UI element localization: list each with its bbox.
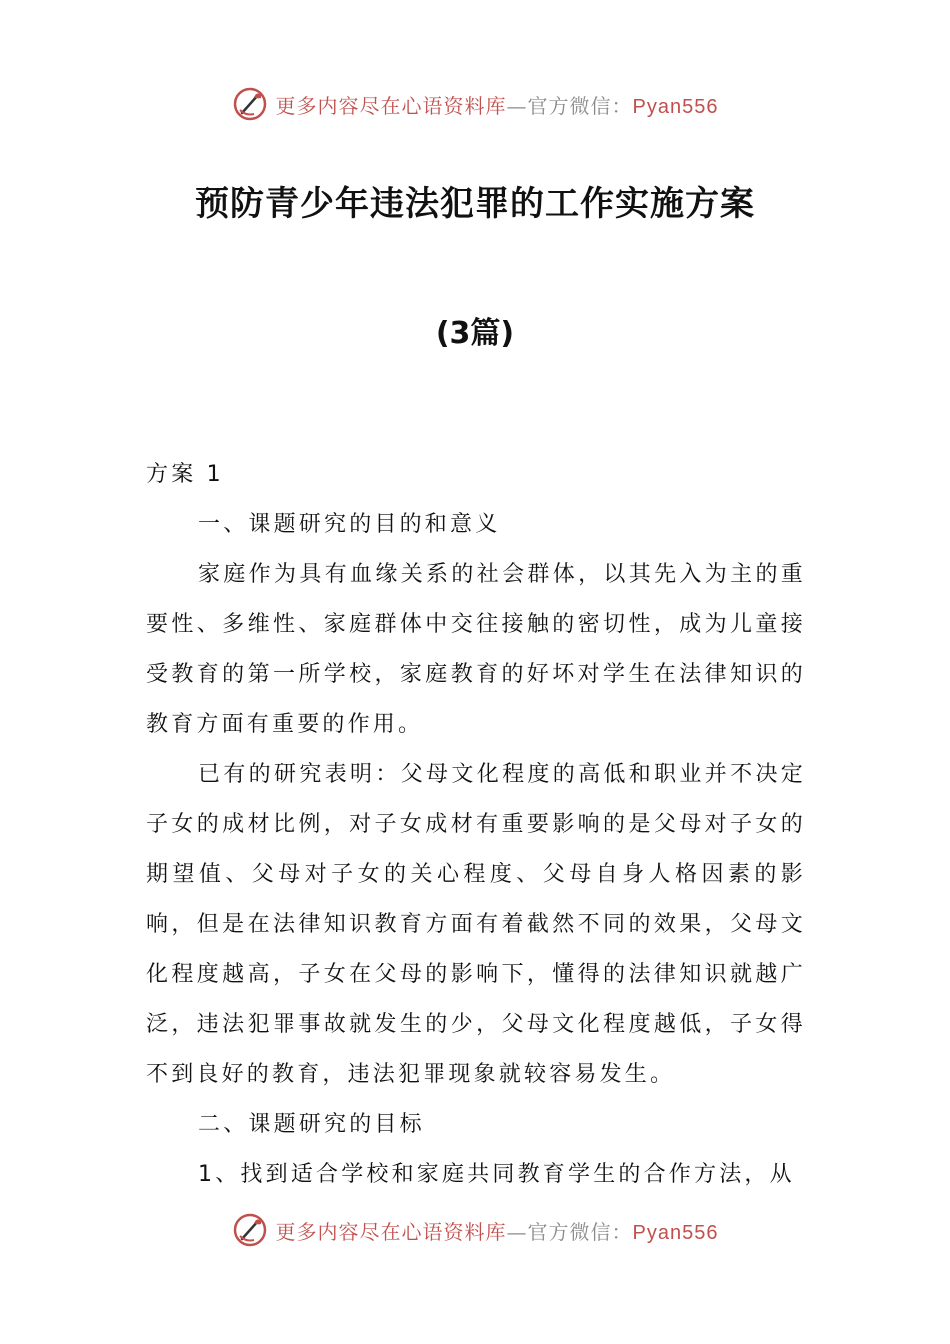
watermark-text: 更多内容尽在心语资料库—官方微信：Pyan556 [275, 1219, 719, 1244]
section-label: 方案 1 [146, 462, 224, 487]
paragraph: 已有的研究表明：父母文化程度的高低和职业并不决定子女的成材比例，对子女成材有重要影响的是父母对子女的期望值、父母对子女的关心程度、父母自身人格因素的影响，但是在法律知识教育方面有着截然不同的效果，父母文化程度越高，子女在父母的影响下，懂得的法律知识就越广泛，违法犯罪事故就发生的少，父母文化程度越低，子女得不到良好的教育，违法犯罪现象就较容易发生。 [146, 762, 806, 1087]
document-title: 预防青少年违法犯罪的工作实施方案 [195, 184, 755, 224]
watermark-text: 更多内容尽在心语资料库—官方微信：Pyan556 [275, 93, 719, 118]
footer-watermark [0, 1210, 950, 1250]
paragraph: 家庭作为具有血缘关系的社会群体，以其先入为主的重要性、多维性、家庭群体中交往接触的密切性，成为儿童接受教育的第一所学校，家庭教育的好坏对学生在法律知识的教育方面有重要的作用。 [146, 562, 806, 737]
document-subtitle: (3篇) [435, 316, 515, 351]
paragraph: 1、找到适合学校和家庭共同教育学生的合作方法，从 [198, 1162, 795, 1187]
quill-logo-icon [232, 86, 268, 122]
header-watermark [0, 84, 950, 124]
heading-goals: 二、课题研究的目标 [198, 1112, 425, 1137]
quill-logo-icon [232, 1212, 268, 1248]
document-body [146, 450, 806, 1200]
heading-purpose: 一、课题研究的目的和意义 [198, 512, 501, 537]
